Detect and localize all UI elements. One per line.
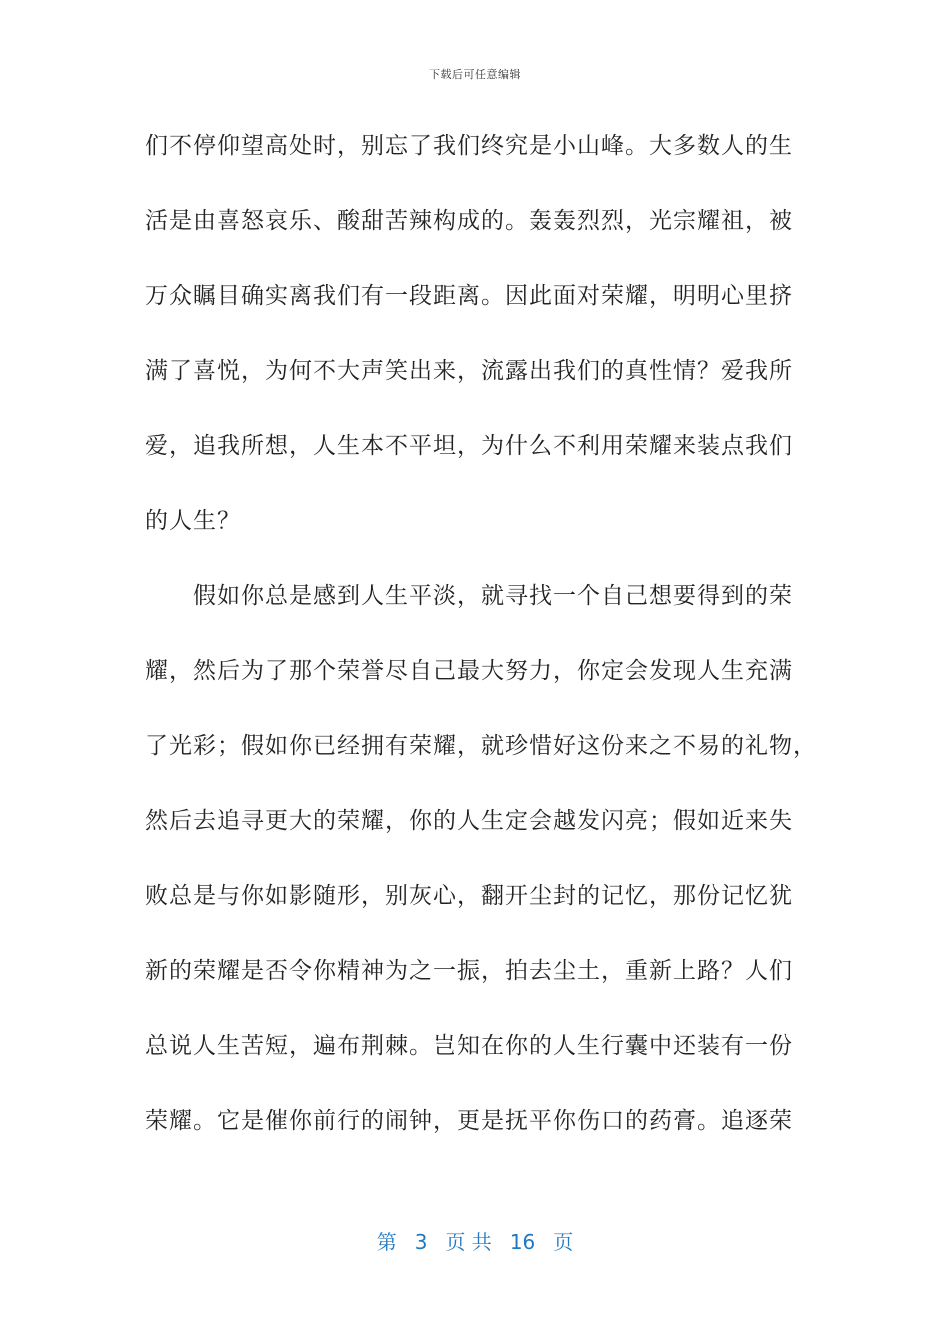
text-line: 荣耀。它是催你前行的闹钟，更是抚平你伤口的药膏。追逐荣 [145, 1108, 793, 1134]
text-line: 满了喜悦，为何不大声笑出来，流露出我们的真性情？爱我所 [145, 358, 793, 384]
footer-prefix: 第 [376, 1230, 397, 1254]
total-pages: 16 [509, 1230, 536, 1254]
footer-suffix: 页 [553, 1230, 574, 1254]
footer-middle: 页 共 [445, 1230, 492, 1254]
text-line: 们不停仰望高处时，别忘了我们终究是小山峰。大多数人的生 [145, 133, 793, 159]
text-line: 耀，然后为了那个荣誉尽自己最大努力，你定会发现人生充满 [145, 658, 793, 684]
text-line: 败总是与你如影随形，别灰心，翻开尘封的记忆，那份记忆犹 [145, 883, 793, 909]
text-line: 爱，追我所想，人生本不平坦，为什么不利用荣耀来装点我们 [145, 433, 793, 459]
text-line: 了光彩；假如你已经拥有荣耀，就珍惜好这份来之不易的礼物， [145, 733, 817, 759]
text-line: 活是由喜怒哀乐、酸甜苦辣构成的。轰轰烈烈，光宗耀祖，被 [145, 208, 793, 234]
text-line: 总说人生苦短，遍布荆棘。岂知在你的人生行囊中还装有一份 [145, 1033, 793, 1059]
text-line: 的人生？ [145, 508, 241, 534]
text-line: 假如你总是感到人生平淡，就寻找一个自己想要得到的荣 [145, 583, 793, 609]
document-body [145, 126, 817, 1176]
page-footer [0, 1226, 950, 1255]
page-header: 下载后可任意编辑 [429, 68, 521, 81]
page-number: 3 [414, 1230, 428, 1254]
text-line: 万众瞩目确实离我们有一段距离。因此面对荣耀，明明心里挤 [145, 283, 793, 309]
text-line: 新的荣耀是否令你精神为之一振，拍去尘土，重新上路？人们 [145, 958, 793, 984]
text-line: 然后去追寻更大的荣耀，你的人生定会越发闪亮；假如近来失 [145, 808, 793, 834]
